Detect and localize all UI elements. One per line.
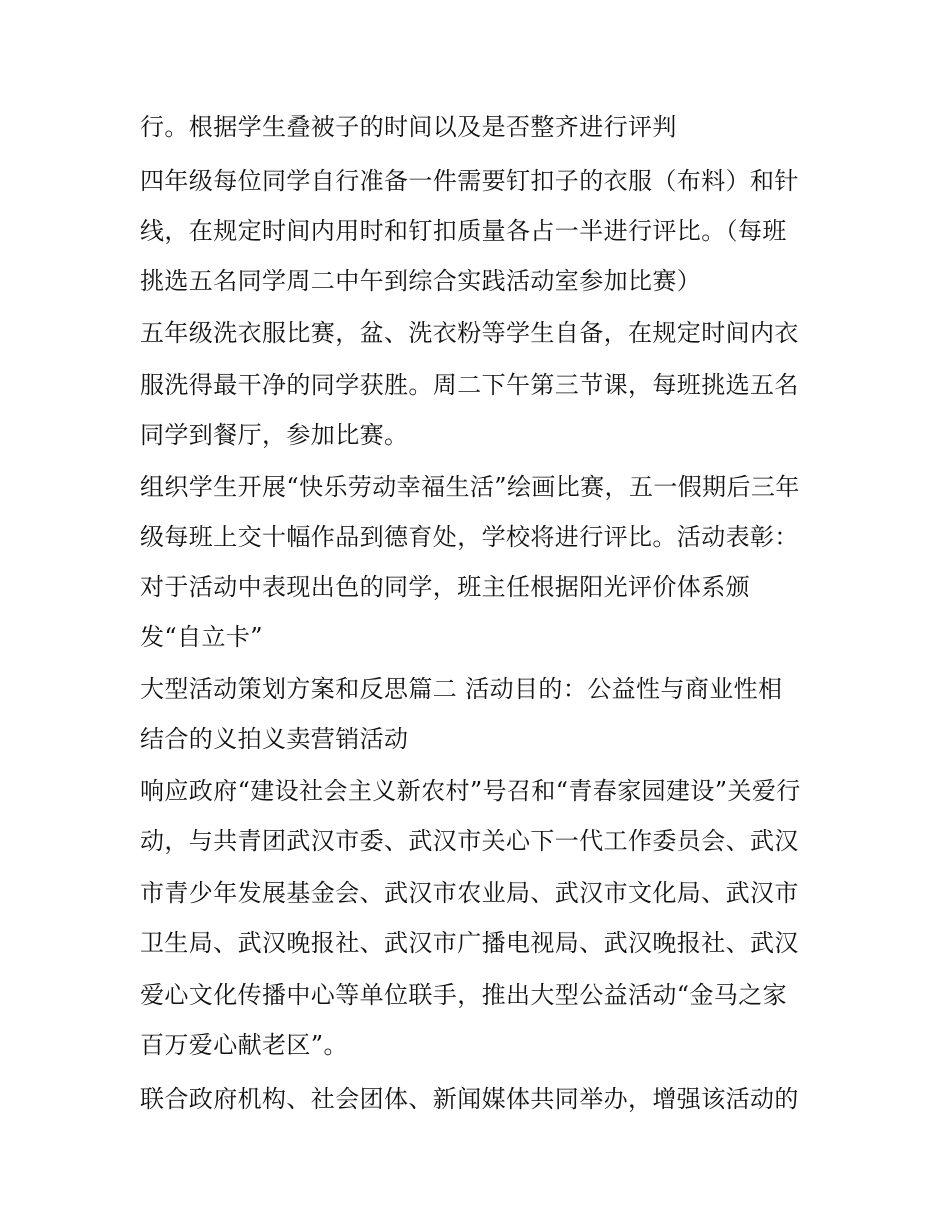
text-line: 同学到餐厅，参加比赛。 <box>140 421 409 449</box>
text-line: 结合的义拍义卖营销活动 <box>140 725 409 753</box>
text-line: 行。根据学生叠被子的时间以及是否整齐进行评判 <box>140 113 677 141</box>
text-line: 服洗得最干净的同学获胜。周二下午第三节课，每班挑选五名 <box>140 371 799 399</box>
text-line: 挑选五名同学周二中午到综合实践活动室参加比赛） <box>140 267 702 295</box>
text-line: 发“自立卡” <box>140 623 263 651</box>
text-line: 组织学生开展“快乐劳动幸福生活”绘画比赛，五一假期后三年 <box>140 473 800 501</box>
text-line: 响应政府“建设社会主义新农村”号召和“青春家园建设”关爱行 <box>140 777 801 805</box>
text-line: 联合政府机构、社会团体、新闻媒体共同举办，增强该活动的 <box>140 1085 799 1113</box>
text-line: 爱心文化传播中心等单位联手，推出大型公益活动“金马之家 <box>140 981 788 1009</box>
text-line: 百万爱心献老区”。 <box>140 1031 348 1059</box>
text-line: 四年级每位同学自行准备一件需要钉扣子的衣服（布料）和针 <box>140 167 799 195</box>
text-line: 五年级洗衣服比赛，盆、洗衣粉等学生自备，在规定时间内衣 <box>140 319 799 347</box>
text-line: 级每班上交十幅作品到德育处，学校将进行评比。活动表彰： <box>140 523 799 551</box>
text-line: 线，在规定时间内用时和钉扣质量各占一半进行评比。（每班 <box>140 217 787 245</box>
text-line: 市青少年发展基金会、武汉市农业局、武汉市文化局、武汉市 <box>140 879 799 907</box>
text-line: 卫生局、武汉晚报社、武汉市广播电视局、武汉晚报社、武汉 <box>140 929 799 957</box>
text-line: 对于活动中表现出色的同学，班主任根据阳光评价体系颁 <box>140 573 750 601</box>
text-line: 大型活动策划方案和反思篇二 活动目的：公益性与商业性相 <box>140 675 783 703</box>
text-line: 动，与共青团武汉市委、武汉市关心下一代工作委员会、武汉 <box>140 827 799 855</box>
